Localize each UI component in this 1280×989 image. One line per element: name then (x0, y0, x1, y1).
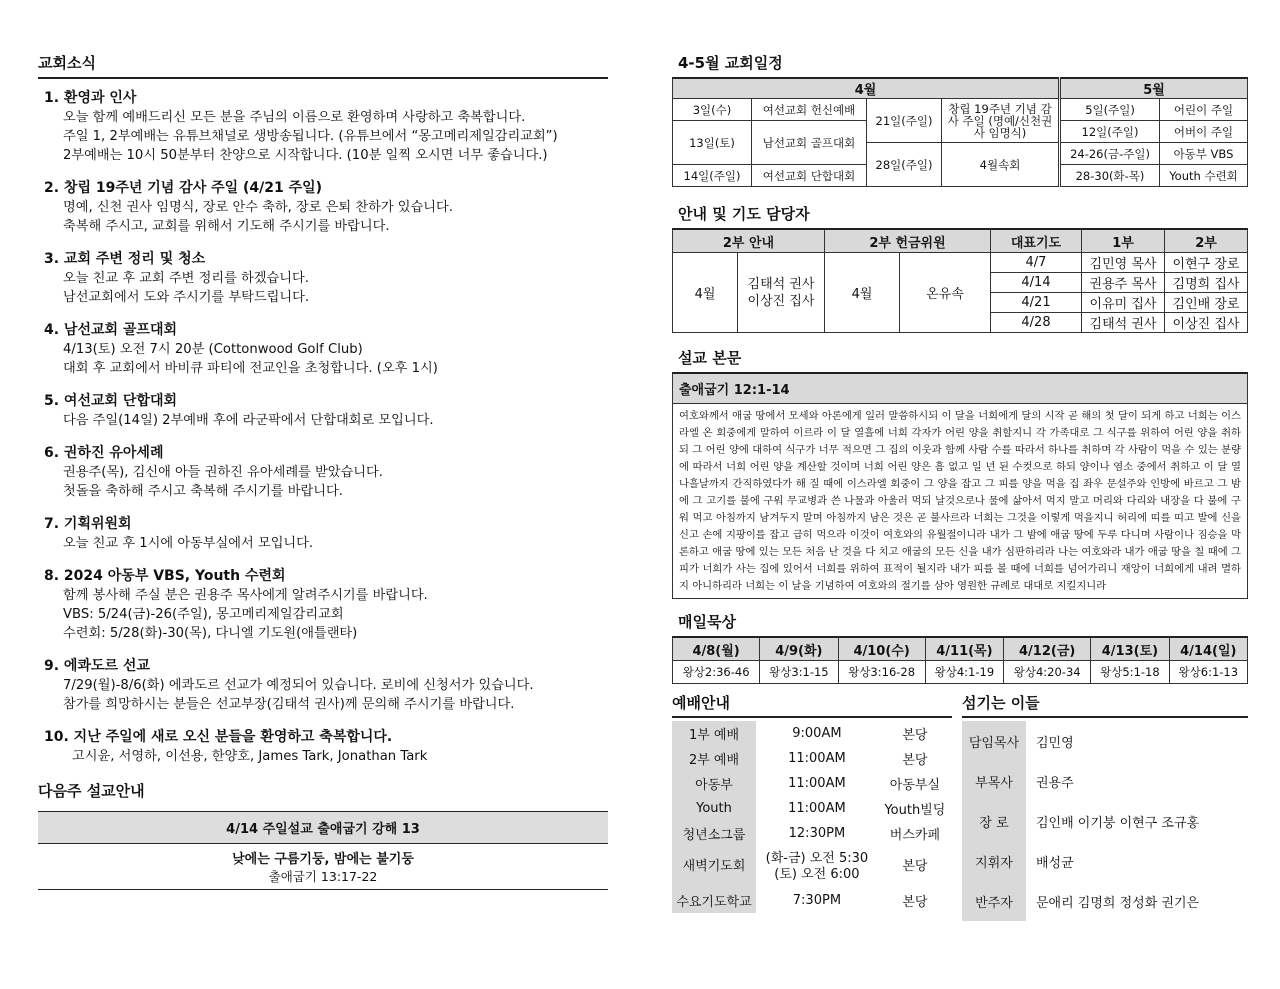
news-item (38, 515, 608, 553)
worship-name: 새벽기도회 (672, 846, 756, 888)
bible-ref: 출애굽기 12:1-14 (673, 374, 1247, 404)
daily-date: 4/12(금) (1004, 637, 1091, 661)
news-line: 첫돌을 축하해 주시고 축복해 주시기를 바랍니다. (63, 484, 343, 499)
daily-date: 4/11(목) (925, 637, 1003, 661)
news-line: 오늘 친교 후 1시에 아동부실에서 모입니다. (63, 536, 314, 551)
news-heading: 10. 지난 주일에 새로 오신 분들을 환영하고 축복합니다. (44, 729, 393, 745)
news-item (38, 250, 608, 307)
sched-event: 창립 19주년 기념 감사 주일 (명예/신천권사 임명식) (942, 99, 1060, 143)
duty-prayer-2: 이상진 집사 (1165, 313, 1248, 333)
bible-text: 여호와께서 애굽 땅에서 모세와 아론에게 일러 말씀하시되 이 달을 너희에게 달의 시작 곧 해의 첫 달이 되게 하고 너희는 이스라엘 온 회중에게 말하여 이르라 이 달 열흘에 너희 각자가 어린 양을 취할지니 각 가족대로 그 식구를 위하여 어린 양을 취하되 그 어린 양에 대하여 식구가 너무 적으면 그 집의 이웃과 함께 사람 수를 따라서 하나를 취하며 각 사람이 먹을 수 있는 분량에 따라서 너희 어린 양을 계산할 것이며 너희 어린 양은 흠 없고 일 년 된 수컷으로 하되 양이나 염소 중에서 취하고 이 달 열나흘날까지 간직하였다가 해 질 때에 이스라엘 회중이 그 양을 잡고 그 피를 양을 먹을 집 좌우 문설주와 인방에 바르고 그 밤에 그 고기를 불에 구워 무교병과 쓴 나물과 아울러 먹되 날것으로나 물에 삶아서 먹지 말고 머리와 다리와 내장을 다 불에 구워 먹고 아침까지 남겨두지 말며 아침까지 남은 것은 곧 불사르라 너희는 그것을 이렇게 먹을지니 허리에 띠를 띠고 발에 신을 신고 손에 지팡이를 잡고 급히 먹으라 이것이 여호와의 유월절이니라 내가 그 밤에 애굽 땅에 두루 다니며 사람이나 짐승을 막론하고 애굽 땅에 있는 모든 처음 난 것을 다 치고 애굽의 모든 신을 내가 심판하리라 나는 여호와라 내가 애굽 땅을 칠 때에 그 피가 너희가 사는 집에 있어서 너희를 위하여 표적이 될지라 내가 피를 볼 때에 너희를 넘어가리니 재앙이 너희에게 내려 멸하지 아니하리라 너희는 이 날을 기념하여 여호와의 절기를 삼아 영원한 규례로 대대로 지킬지니라 (679, 410, 1241, 592)
servant-row (962, 841, 1248, 881)
news-heading: 2. 창립 19주년 기념 감사 주일 (4/21 주일) (44, 180, 323, 196)
duty-month: 4월 (825, 253, 900, 333)
duty-prayer-2: 이현구 장로 (1165, 253, 1248, 273)
worship-name: 청년소그룹 (672, 821, 756, 846)
news-line: 참가를 희망하시는 분들은 선교부장(김태석 권사)께 문의해 주시기를 바랍니다. (63, 697, 515, 712)
daily-ref: 왕상3:16-28 (838, 661, 925, 684)
bible-title: 설교 본문 (678, 349, 742, 367)
servant-role: 담임목사 (962, 721, 1026, 761)
schedule-table (672, 77, 1248, 187)
worship-time: 11:00AM (788, 751, 846, 766)
servants-title: 섬기는 이들 (962, 692, 1248, 718)
news-heading: 5. 여선교회 단합대회 (44, 393, 177, 409)
right-column (672, 52, 1248, 921)
sched-event: 여선교회 헌신예배 (752, 99, 867, 121)
worship-section (672, 692, 952, 921)
worship-title: 예배안내 (672, 692, 952, 718)
duty-offering: 온유속 (900, 253, 991, 333)
sched-date: 3일(수) (673, 99, 752, 121)
duty-h4: 1부 (1082, 229, 1165, 253)
worship-time: 7:30PM (792, 893, 842, 908)
duty-table (672, 228, 1248, 333)
news-line: 축복해 주시고, 교회를 위해서 기도해 주시기를 바랍니다. (63, 219, 390, 234)
bible-box (672, 372, 1248, 599)
duty-date: 4/14 (991, 273, 1082, 293)
worship-name: Youth (672, 796, 756, 821)
worship-place: 아동부실 (889, 778, 941, 793)
news-item (38, 444, 608, 501)
sched-event: Youth 수련회 (1160, 165, 1248, 187)
worship-row (672, 821, 952, 846)
duty-prayer-1: 이유미 집사 (1082, 293, 1165, 313)
worship-name: 아동부 (672, 771, 756, 796)
next-sermon-bar: 4/14 주일설교 출애굽기 강해 13 (38, 811, 608, 844)
worship-table (672, 721, 952, 913)
news-line: 권용주(목), 김신애 아들 권하진 유아세례를 받았습니다. (63, 465, 383, 480)
news-heading: 8. 2024 아동부 VBS, Youth 수련회 (44, 568, 286, 584)
worship-place: 본당 (902, 728, 928, 743)
servant-row (962, 801, 1248, 841)
news-line: VBS: 5/24(금)-26(주일), 몽고메리제일감리교회 (63, 607, 344, 622)
worship-row (672, 796, 952, 821)
worship-row (672, 771, 952, 796)
next-sermon-body (38, 844, 608, 890)
servant-role: 부목사 (962, 761, 1026, 801)
sched-event: 아동부 VBS (1160, 143, 1248, 165)
news-line: 남선교회에서 도와 주시기를 부탁드립니다. (63, 290, 310, 305)
servant-names: 권용주 (1036, 775, 1074, 791)
worship-time: 9:00AM (792, 726, 842, 741)
duty-title: 안내 및 기도 담당자 (678, 205, 810, 223)
worship-place: Youth빌딩 (884, 803, 946, 818)
sched-event: 여선교회 단합대회 (752, 165, 867, 187)
servant-names: 김인배 이기붕 이현구 조규홍 (1036, 815, 1200, 831)
news-item (38, 89, 608, 165)
duty-prayer-2: 김명희 집사 (1165, 273, 1248, 293)
news-line: 2부예배는 10시 50분부터 찬양으로 시작합니다. (10분 일찍 오시면 너무 좋습니다.) (63, 148, 548, 163)
bottom-section (672, 692, 1248, 921)
duty-h3: 대표기도 (991, 229, 1082, 253)
servants-table (962, 721, 1248, 921)
worship-row (672, 888, 952, 913)
daily-title: 매일묵상 (678, 613, 736, 631)
duty-prayer-1: 김태석 권사 (1082, 313, 1165, 333)
worship-time: (화-금) 오전 5:30 (토) 오전 6:00 (765, 851, 869, 882)
news-item (38, 657, 608, 714)
servant-role: 반주자 (962, 881, 1026, 921)
sched-event: 어린이 주일 (1160, 99, 1248, 121)
may-header: 5월 (1060, 78, 1248, 99)
news-heading: 4. 남선교회 골프대회 (44, 322, 177, 338)
worship-time: 12:30PM (788, 826, 846, 841)
news-item (38, 567, 608, 643)
news-item (38, 179, 608, 236)
sched-event: 4월속회 (942, 143, 1060, 187)
daily-date: 4/13(토) (1091, 637, 1169, 661)
duty-prayer-2: 김인배 장로 (1165, 293, 1248, 313)
news-title: 교회소식 (38, 52, 608, 79)
worship-name: 수요기도학교 (672, 888, 756, 913)
servant-row (962, 721, 1248, 761)
news-line: 명예, 신천 권사 임명식, 장로 안수 축하, 장로 은퇴 찬하가 있습니다. (63, 200, 453, 215)
sched-date: 13일(토) (673, 121, 752, 165)
worship-place: 본당 (902, 895, 928, 910)
worship-time: 11:00AM (788, 776, 846, 791)
left-column (38, 52, 608, 890)
news-line: 대회 후 교회에서 바비큐 파티에 전교인을 초청합니다. (오후 1시) (63, 361, 438, 376)
worship-row (672, 846, 952, 888)
next-sermon-title: 다음주 설교안내 (38, 782, 145, 800)
servant-row (962, 761, 1248, 801)
duty-prayer-1: 김민영 목사 (1082, 253, 1165, 273)
news-line: 오늘 함께 예배드리신 모든 분을 주님의 이름으로 환영하며 사랑하고 축복합니다. (63, 110, 526, 125)
sched-event: 어버이 주일 (1160, 121, 1248, 143)
news-heading: 9. 에콰도르 선교 (44, 658, 150, 674)
worship-name: 1부 예배 (672, 721, 756, 746)
news-heading: 3. 교회 주변 정리 및 청소 (44, 251, 206, 267)
worship-time: 11:00AM (788, 801, 846, 816)
news-line: 4/13(토) 오전 7시 20분 (Cottonwood Golf Club) (63, 342, 363, 357)
duty-date: 4/28 (991, 313, 1082, 333)
daily-ref: 왕상4:20-34 (1004, 661, 1091, 684)
daily-date: 4/10(수) (838, 637, 925, 661)
servant-names: 문애리 김명희 정성화 권기은 (1036, 895, 1200, 911)
news-item (38, 728, 608, 766)
duty-date: 4/7 (991, 253, 1082, 273)
daily-date: 4/14(일) (1169, 637, 1247, 661)
news-line: 고시윤, 서영하, 이선용, 한양호, James Tark, Jonathan Tark (72, 749, 428, 764)
news-heading: 7. 기획위원회 (44, 516, 132, 532)
duty-guide: 김태석 권사 이상진 집사 (738, 253, 825, 333)
next-sermon (38, 780, 608, 890)
april-header: 4월 (673, 78, 1060, 99)
sched-date: 24-26(금-주일) (1060, 143, 1160, 165)
daily-table (672, 636, 1248, 684)
news-list (38, 89, 608, 766)
duty-prayer-1: 권용주 목사 (1082, 273, 1165, 293)
news-heading: 1. 환영과 인사 (44, 90, 137, 106)
duty-h2: 2부 헌금위원 (825, 229, 991, 253)
schedule-title: 4-5월 교회일정 (678, 54, 783, 72)
daily-ref: 왕상6:1-13 (1169, 661, 1247, 684)
worship-place: 본당 (902, 859, 928, 874)
sched-date: 5일(주일) (1060, 99, 1160, 121)
servant-names: 김민영 (1036, 735, 1074, 751)
next-sermon-subject: 낮에는 구름기둥, 밤에는 불기둥 (232, 852, 414, 867)
news-line: 오늘 친교 후 교회 주변 정리를 하겠습니다. (63, 271, 309, 286)
servant-role: 장 로 (962, 801, 1026, 841)
daily-date: 4/9(화) (760, 637, 838, 661)
sched-date: 14일(주일) (673, 165, 752, 187)
news-line: 다음 주일(14일) 2부예배 후에 라군팍에서 단합대회로 모입니다. (63, 413, 434, 428)
sched-date: 28-30(화-목) (1060, 165, 1160, 187)
news-line: 함께 봉사해 주실 분은 권용주 목사에게 알려주시기를 바랍니다. (63, 588, 428, 603)
daily-ref: 왕상5:1-18 (1091, 661, 1169, 684)
duty-h5: 2부 (1165, 229, 1248, 253)
servants-section (962, 692, 1248, 921)
worship-place: 버스카페 (889, 828, 941, 843)
duty-date: 4/21 (991, 293, 1082, 313)
duty-h1: 2부 안내 (673, 229, 825, 253)
daily-ref: 왕상3:1-15 (760, 661, 838, 684)
worship-row (672, 746, 952, 771)
sched-date: 12일(주일) (1060, 121, 1160, 143)
worship-place: 본당 (902, 753, 928, 768)
news-line: 주일 1, 2부예배는 유튜브채널로 생방송됩니다. (유튜브에서 “몽고메리제일감리교회”) (63, 129, 558, 144)
news-heading: 6. 권하진 유아세례 (44, 445, 164, 461)
sched-event: 남선교회 골프대회 (752, 121, 867, 165)
duty-month: 4월 (673, 253, 738, 333)
servant-row (962, 881, 1248, 921)
daily-ref: 왕상2:36-46 (673, 661, 760, 684)
worship-name: 2부 예배 (672, 746, 756, 771)
news-item (38, 321, 608, 378)
news-line: 수련회: 5/28(화)-30(목), 다니엘 기도원(애틀랜타) (63, 626, 358, 641)
servant-role: 지휘자 (962, 841, 1026, 881)
news-item (38, 392, 608, 430)
worship-row (672, 721, 952, 746)
news-line: 7/29(월)-8/6(화) 에콰도르 선교가 예정되어 있습니다. 로비에 신청서가 있습니다. (63, 678, 534, 693)
sched-date: 28일(주일) (867, 143, 942, 187)
daily-date: 4/8(월) (673, 637, 760, 661)
next-sermon-ref: 출애굽기 13:17-22 (268, 869, 378, 884)
servant-names: 배성균 (1036, 855, 1074, 871)
daily-ref: 왕상4:1-19 (925, 661, 1003, 684)
sched-date: 21일(주일) (867, 99, 942, 143)
